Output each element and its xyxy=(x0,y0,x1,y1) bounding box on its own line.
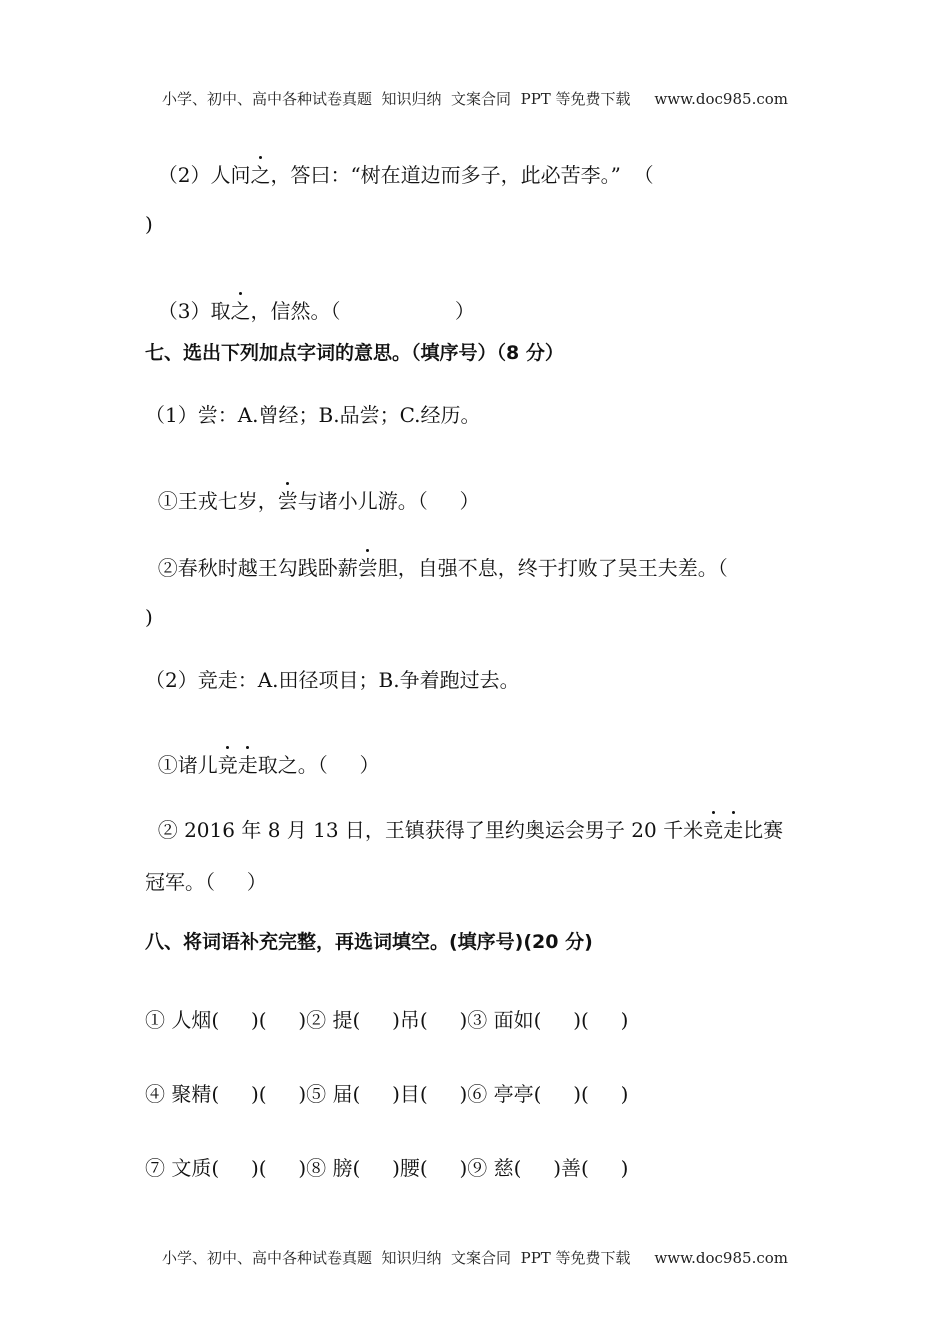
section-8-row-3: ⑦ 文质( )( )⑧ 膀( )腰( )⑨ 慈( )善( ) xyxy=(145,1156,629,1180)
q2-a-post: 取之。（ ） xyxy=(257,753,380,777)
q6-2-post: ，答曰：“树在道边而多子，此必苦李。” （ xyxy=(270,163,654,187)
q2-b-dotted-char-2: 走 xyxy=(723,818,744,842)
page-header: 小学、初中、高中各种试卷真题 知识归纳 文案合同 PPT 等免费下载 www.doc985.com xyxy=(161,90,788,108)
q2-a-pre: ①诸儿 xyxy=(157,753,218,777)
q1-a-dotted-char: 尝 xyxy=(277,489,298,513)
q6-3 xyxy=(145,281,475,321)
q2-b-dotted-char-1: 竞 xyxy=(703,818,724,842)
q6-3-post: ，信然。（ ） xyxy=(250,299,475,323)
q6-2-dotted-char: 之 xyxy=(250,163,271,187)
q1-b-post: 胆，自强不息，终于打败了吴王夫差。（ xyxy=(377,556,728,580)
q6-2-pre: （2）人问 xyxy=(157,163,251,187)
section-8-row-2: ④ 聚精( )( )⑤ 届( )目( )⑥ 亭亭( )( ) xyxy=(145,1082,629,1106)
q1-b-dotted-char: 尝 xyxy=(357,556,378,580)
q6-3-dotted-char: 之 xyxy=(230,299,251,323)
section-7-q2-b xyxy=(145,800,783,840)
section-7-q2: （2）竞走：A.田径项目；B.争着跑过去。 xyxy=(145,668,520,692)
page-footer: 小学、初中、高中各种试卷真题 知识归纳 文案合同 PPT 等免费下载 www.doc985.com xyxy=(161,1249,788,1267)
q2-a-dotted-char-1: 竞 xyxy=(217,753,238,777)
q2-b-post: 比赛 xyxy=(743,818,784,842)
q1-b-pre: ②春秋时越王勾践卧薪 xyxy=(157,556,358,580)
q6-2 xyxy=(145,145,654,185)
section-7-q2-b-cont: 冠军。（ ） xyxy=(145,870,267,894)
section-7-title: 七、选出下列加点字词的意思。（填序号）（8 分） xyxy=(145,342,564,364)
q2-a-dotted-char-2: 走 xyxy=(237,753,258,777)
section-7-q1: （1）尝：A.曾经；B.品尝；C.经历。 xyxy=(145,403,481,427)
q1-a-pre: ①王戎七岁， xyxy=(157,489,278,513)
section-8-title: 八、将词语补充完整，再选词填空。(填序号)(20 分) xyxy=(145,931,593,953)
section-7-q1-b-close: ) xyxy=(145,605,153,629)
section-7-q1-a xyxy=(145,471,480,511)
section-7-q1-b xyxy=(145,538,728,578)
section-7-q2-a xyxy=(145,735,380,775)
q1-a-post: 与诸小儿游。（ ） xyxy=(297,489,480,513)
q2-b-pre: ② 2016 年 8 月 13 日，王镇获得了里约奥运会男子 20 千米 xyxy=(157,818,704,842)
section-8-row-1: ① 人烟( )( )② 提( )吊( )③ 面如( )( ) xyxy=(145,1008,629,1032)
q6-2-close: ) xyxy=(145,212,153,236)
q6-3-pre: （3）取 xyxy=(157,299,231,323)
